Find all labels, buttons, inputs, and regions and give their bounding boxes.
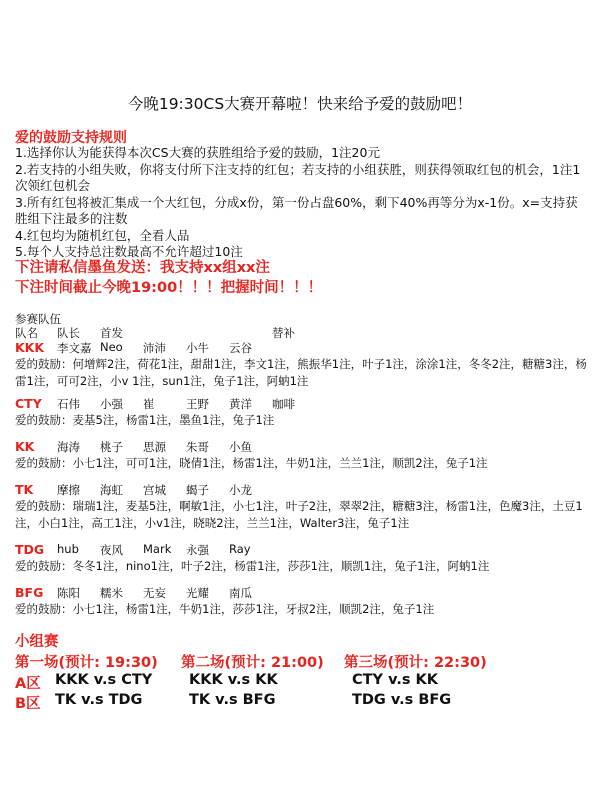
- match-a-3: CTY v.s KK: [352, 672, 439, 688]
- team-support: 爱的鼓励：小七1注，可可1注，晓倩1注，杨雷1注，牛奶1注，兰兰1注，顺凯2注，兔子1注: [15, 456, 488, 470]
- team-support: 爱的鼓励：麦基5注，杨雷1注，墨鱼1注，兔子1注: [15, 413, 275, 427]
- match-b-2: TK v.s BFG: [189, 692, 276, 708]
- team-member: 无妄: [143, 586, 166, 600]
- rule-item: 2.若支持的小组失败，你将支付所下注支持的红包；若支持的小组获胜，则获得领取红包的机会，1注1次领红包机会: [15, 161, 581, 193]
- match-a-1: KKK v.s CTY: [55, 672, 153, 688]
- group-b-label: B区: [15, 696, 41, 712]
- rules-heading: 爱的鼓励支持规则: [15, 130, 127, 146]
- match-b-3: TDG v.s BFG: [352, 692, 452, 708]
- team-member: 沛沛: [143, 341, 166, 355]
- team-member: 咖啡: [272, 397, 295, 411]
- team-member: Neo: [100, 340, 123, 354]
- team-support: 爱的鼓励：小七1注，杨雷1注，牛奶1注，莎莎1注，牙叔2注，顺凯2注，兔子1注: [15, 602, 435, 616]
- team-block-cty: [15, 396, 595, 429]
- team-member: 小牛: [186, 341, 209, 355]
- team-member: 海涛: [57, 440, 80, 454]
- column-sub: 替补: [272, 326, 295, 340]
- team-support: 爱的鼓励：瑞瑞1注，麦基5注，啊敏1注，小七1注，叶子2注，翠翠2注，糖糖3注，杨雷1注，色魔3注，土豆1注，小白1注，高工1注，小v1注，晓晓2注，兰兰1注，Walter3注，兔子1注: [15, 499, 583, 530]
- team-member: 小鱼: [229, 440, 252, 454]
- notice-deadline: 下注时间截止今晚19:00！！！把握时间！！！: [15, 280, 323, 296]
- team-member: 海虹: [100, 483, 123, 497]
- teams-heading: 参赛队伍: [15, 312, 61, 326]
- column-team: 队名: [15, 326, 38, 340]
- team-member: 石伟: [57, 397, 80, 411]
- team-name: TK: [15, 482, 34, 497]
- team-member: 黄洋: [229, 397, 252, 411]
- team-member: 宫城: [143, 483, 166, 497]
- team-name: KK: [15, 439, 35, 454]
- group-a-label: A区: [15, 676, 41, 692]
- team-member: 朱哥: [186, 440, 209, 454]
- round-3-header: 第三场(预计: 22:30): [344, 655, 487, 671]
- team-member: 夜风: [100, 543, 123, 557]
- group-stage-heading: 小组赛: [15, 634, 59, 650]
- round-1-header: 第一场(预计: 19:30): [15, 655, 158, 671]
- team-name: TDG: [15, 542, 45, 557]
- rule-item: 3.所有红包将被汇集成一个大红包，分成x份，第一份占盘60%，剩下40%再等分为x-1份。x=支持获胜组下注最多的注数: [15, 194, 578, 226]
- rule-item: 5.每个人支持总注数最高不允许超过10注: [15, 244, 243, 259]
- team-block-bfg: [15, 585, 595, 618]
- team-member: 桃子: [100, 440, 123, 454]
- team-member: hub: [57, 542, 79, 556]
- rules-list: [15, 145, 587, 261]
- column-starter: 首发: [100, 326, 123, 340]
- team-member: 思源: [143, 440, 166, 454]
- page-title: 今晚19:30CS大赛开幕啦！快来给予爱的鼓励吧！: [127, 95, 473, 113]
- team-member: 永强: [186, 543, 209, 557]
- rule-item: 4.红包均为随机红包，全看人品: [15, 227, 190, 243]
- team-block-kkk: [15, 340, 595, 390]
- team-support: 爱的鼓励：何增辉2注，荷花1注，甜甜1注，李文1注，熊振华1注，叶子1注，涂涂1注，冬冬2注，糖糖3注，杨雷1注，可可2注，小v 1注，sun1注，兔子1注，阿蚋1注: [15, 357, 587, 388]
- match-a-2: KKK v.s KK: [189, 672, 278, 688]
- team-member: Ray: [229, 542, 251, 556]
- team-name: BFG: [15, 585, 44, 600]
- team-member: 小龙: [229, 483, 252, 497]
- team-member: 南瓜: [229, 586, 252, 600]
- team-member: Mark: [143, 542, 172, 556]
- team-member: 崔: [143, 397, 155, 411]
- team-member: 云谷: [229, 341, 252, 355]
- rule-item: 1.选择你认为能获得本次CS大赛的获胜组给予爱的鼓励，1注20元: [15, 145, 380, 160]
- team-member: 李文嘉: [57, 341, 92, 355]
- team-block-tk: [15, 482, 595, 532]
- team-support: 爱的鼓励：冬冬1注，nino1注，叶子2注，杨雷1注，莎莎1注，顺凯1注，兔子1注，阿蚋1注: [15, 559, 490, 573]
- team-member: 糯米: [100, 586, 123, 600]
- notice-how-to-bet: 下注请私信墨鱼发送：我支持xx组xx注: [15, 260, 270, 276]
- match-b-1: TK v.s TDG: [55, 692, 143, 708]
- team-member: 摩擦: [57, 483, 80, 497]
- team-member: 蝎子: [186, 483, 209, 497]
- team-member: 王野: [186, 397, 209, 411]
- team-member: 小强: [100, 397, 123, 411]
- team-member: 陈阳: [57, 586, 80, 600]
- round-2-header: 第二场(预计: 21:00): [181, 655, 324, 671]
- team-name: KKK: [15, 340, 45, 355]
- team-member: 光耀: [186, 586, 209, 600]
- team-block-tdg: [15, 542, 595, 575]
- team-name: CTY: [15, 396, 42, 411]
- column-captain: 队长: [57, 326, 80, 340]
- team-block-kk: [15, 439, 595, 472]
